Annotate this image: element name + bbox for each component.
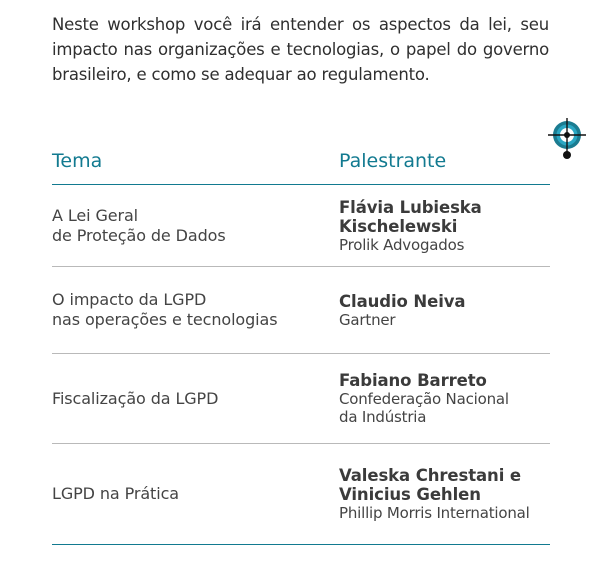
topic-column-header: Tema [52,150,103,172]
agenda-row [52,444,550,545]
topic-line: de Proteção de Dados [52,225,226,245]
speaker-organization-line: Prolik Advogados [339,235,465,254]
agenda-header [52,138,550,185]
speaker-column-header: Palestrante [339,150,447,172]
agenda-row [52,185,550,267]
topic-cell [52,206,339,246]
topic-line: LGPD na Prática [52,484,179,503]
speaker-organization-line: da Indústria [339,408,427,426]
speaker-name-line: Fabiano Barreto [339,371,487,390]
crosshair-target-icon [548,118,586,160]
speaker-organization-line: Gartner [339,310,396,329]
topic-cell [52,484,339,504]
speaker-cell [339,292,550,329]
intro-paragraph: Neste workshop você irá entender os aspectos da lei, seu impacto nas organizações e tecnologias, o papel do governo brasileiro, e como se adequar ao regulamento. [52,15,549,84]
topic-cell [52,389,339,409]
agenda-row [52,267,550,354]
speaker-cell [339,466,550,522]
speaker-name-line: Vinicius Gehlen [339,485,481,504]
speaker-name-line: Kischelewski [339,216,458,236]
topic-line: nas operações e tecnologias [52,310,278,329]
speaker-cell [339,198,550,254]
speaker-name-line: Claudio Neiva [339,291,466,311]
topic-line: O impacto da LGPD [52,290,207,309]
speaker-cell [339,371,550,426]
speaker-name-line: Valeska Chrestani e [339,466,521,485]
speaker-organization-line: Confederação Nacional [339,390,509,408]
speaker-organization-line: Phillip Morris International [339,504,530,522]
topic-line: Fiscalização da LGPD [52,388,219,408]
topic-cell [52,290,339,330]
agenda-table [52,138,550,545]
speaker-name-line: Flávia Lubieska [339,197,482,217]
topic-line: A Lei Geral [52,205,139,225]
agenda-row [52,354,550,444]
